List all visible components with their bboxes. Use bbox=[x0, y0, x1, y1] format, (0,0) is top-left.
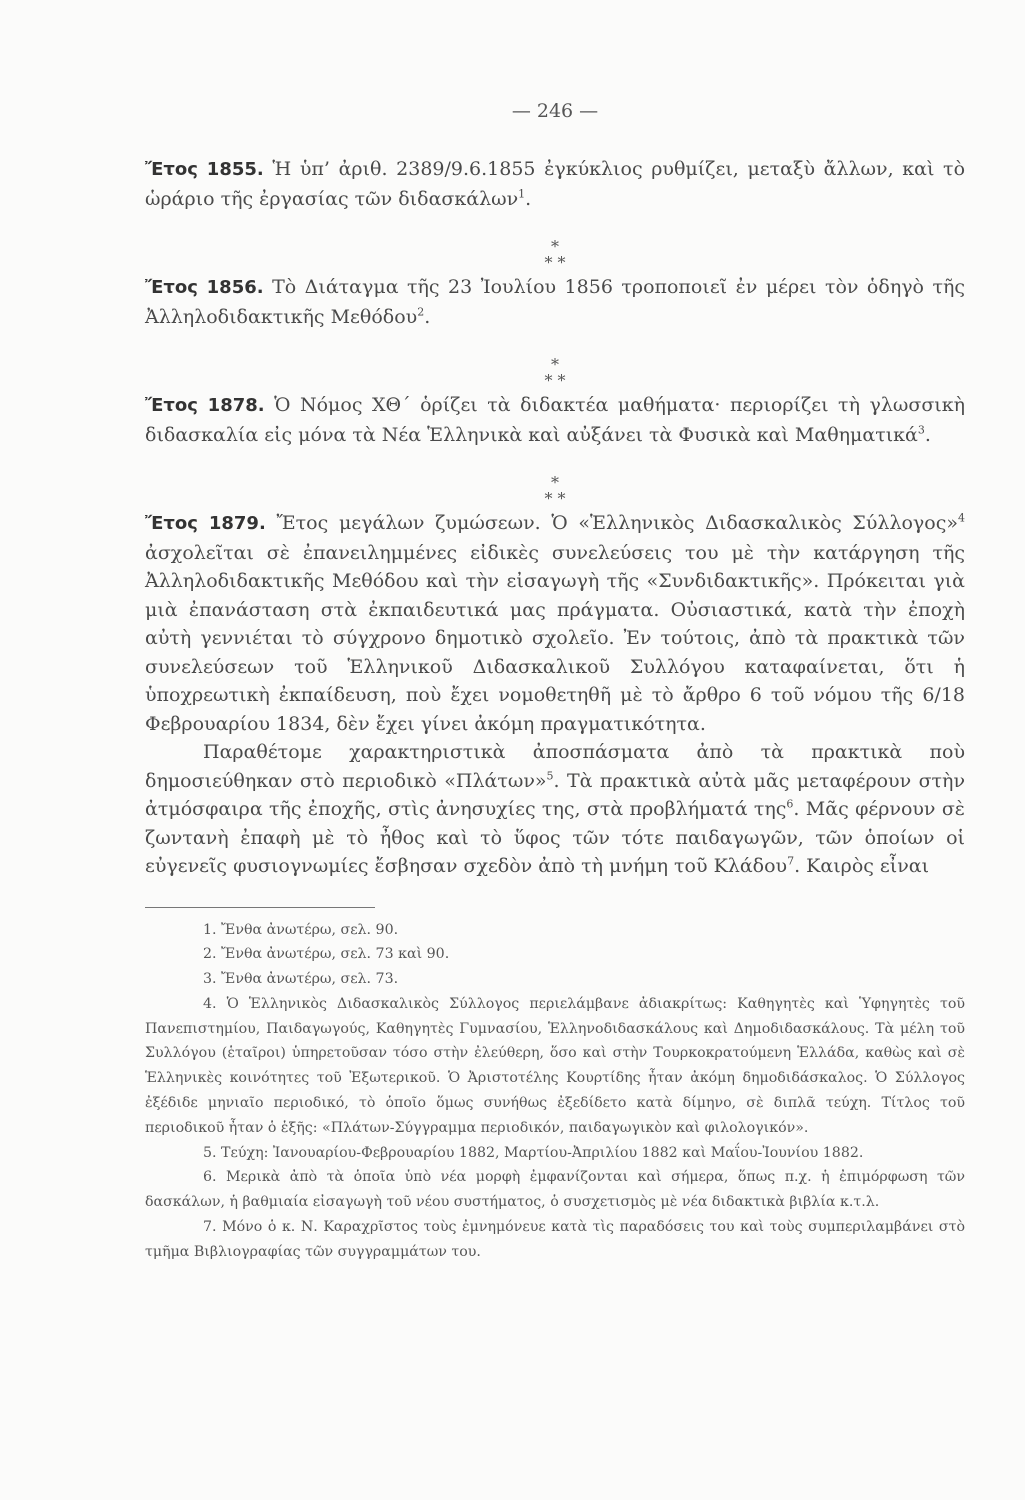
entry-year: Ἔτος 1856. bbox=[145, 277, 264, 298]
footnote-ref: 4 bbox=[958, 511, 965, 525]
entry-year: Ἔτος 1878. bbox=[145, 395, 265, 416]
page-number: — 246 — bbox=[511, 100, 599, 122]
footnote-6: 6. Μερικὰ ἀπὸ τὰ ὁποῖα ὑπὸ νέα μορφὴ ἐμφανίζονται καὶ σήμερα, ὅπως π.χ. ἡ ἐπιμόρφωση τῶν δασκάλων, ἡ βαθμιαία εἰσαγωγὴ τοῦ νέου συστήματος, ὁ συσχετισμὸς μὲ νέα διδακτικὰ βιβλία κ.τ.λ. bbox=[145, 1169, 965, 1211]
footnote-ref: 6 bbox=[786, 797, 794, 811]
entry-1878 bbox=[145, 391, 965, 449]
body-paragraph: Παραθέτομε χαρακτηριστικὰ ἀποσπάσματα ἀπὸ τὰ πρακτικὰ ποὺ δημοσιεύθηκαν στὸ περιοδικὸ «Πλάτων»$^5$. Τὰ πρακτικὰ αὐτὰ μᾶς μεταφέρουν στὴν ἀτμόσφαιρα τῆς ἐποχῆς, στὶς ἀνησυχίες της, στὰ προβλήματά της$^6$. Μᾶς φέρνουν σὲ ζωντανὴ ἐπαφὴ μὲ τὸ ἦθος καὶ τὸ ὕφος τῶν τότε παιδαγωγῶν, τῶν ὁποίων οἱ εὐγενεῖς φυσιογνωμίες ἔσβησαν σχεδὸν ἀπὸ τὴ μνήμη τοῦ Κλάδου$^7$. Καιρὸς εἶναι bbox=[145, 741, 965, 877]
footnote-2: 2. Ἔνθα ἀνωτέρω, σελ. 73 καὶ 90. bbox=[203, 946, 450, 963]
footnote-ref: 5 bbox=[546, 769, 554, 783]
footnote-ref: 2 bbox=[417, 305, 425, 319]
footnote-divider bbox=[145, 907, 375, 908]
footnote-ref: 7 bbox=[787, 854, 795, 868]
entry-text: Τὸ Διάταγμα τῆς 23 Ἰουλίου 1856 τροποποιεῖ ἐν μέρει τὸν ὁδηγὸ τῆς Ἀλληλοδιδακτικῆς Μεθόδου bbox=[145, 276, 966, 328]
entry-text-end: . bbox=[924, 423, 931, 446]
asterism-separator: * * * bbox=[544, 473, 566, 508]
entry-text: Ἡ ὑπ’ ἀριθ. 2389/9.6.1855 ἐγκύκλιος ρυθμίζει, μεταξὺ ἄλλων, καὶ τὸ ὡράριο τῆς ἐργασίας τῶν διδασκάλων bbox=[145, 158, 966, 210]
entry-text: Ὁ Νόμος ΧΘ΄ ὁρίζει τὰ διδακτέα μαθήματα· περιορίζει τὴ γλωσσικὴ διδασκαλία εἰς μόνα τὰ Νέα Ἑλληνικὰ καὶ αὐξάνει τὰ Φυσικὰ καὶ Μαθηματικά bbox=[145, 394, 966, 446]
footnote-7: 7. Μόνο ὁ κ. Ν. Καραχρῖστος τοὺς ἐμνημόνευε κατὰ τὶς παραδόσεις του καὶ τοὺς συμπεριλαμβάνει στὸ τμῆμα Βιβλιογραφίας τῶν συγγραμμάτων του. bbox=[145, 1219, 965, 1260]
entry-year: Ἔτος 1879. bbox=[145, 513, 266, 534]
page-body bbox=[145, 155, 965, 1265]
footnote-5: 5. Τεύχη: Ἰανουαρίου-Φεβρουαρίου 1882, Μαρτίου-Ἀπριλίου 1882 καὶ Μαΐου-Ἰουνίου 1882. bbox=[203, 1144, 864, 1161]
entry-text: Ἔτος μεγάλων ζυμώσεων. Ὁ «Ἑλληνικὸς Διδασκαλικὸς Σύλλογος» bbox=[265, 512, 958, 534]
entry-1879 bbox=[145, 509, 965, 881]
footnotes bbox=[145, 918, 965, 1265]
entry-1856 bbox=[145, 273, 965, 331]
footnote-1: 1. Ἔνθα ἀνωτέρω, σελ. 90. bbox=[203, 921, 399, 938]
entry-text-end: . bbox=[525, 187, 532, 210]
footnote-3: 3. Ἔνθα ἀνωτέρω, σελ. 73. bbox=[203, 971, 399, 988]
footnote-ref: 1 bbox=[518, 187, 526, 201]
footnote-ref: 3 bbox=[917, 423, 925, 437]
entry-text-end: . bbox=[424, 305, 431, 328]
asterism-separator: * * * bbox=[544, 355, 566, 390]
asterism-separator: * * * bbox=[544, 237, 566, 272]
entry-year: Ἔτος 1855. bbox=[145, 159, 264, 180]
footnote-4: 4. Ὁ Ἑλληνικὸς Διδασκαλικὸς Σύλλογος περιελάμβανε ἀδιακρίτως: Καθηγητὲς καὶ Ὑφηγητὲς τοῦ Πανεπιστημίου, Παιδαγωγούς, Καθηγητὲς Γυμνασίου, Ἑλληνοδιδασκάλους καὶ Δημοδιδασκάλους. Τὰ μέλη τοῦ Συλλόγου (ἑταῖροι) ὑπηρετοῦσαν τόσο στὴν ἐλεύθερη, ὅσο καὶ στὴν Τουρκοκρατούμενη Ἑλλάδα, καθὼς καὶ σὲ Ἑλληνικὲς κοινότητες τοῦ Ἐξωτερικοῦ. Ὁ Ἀριστοτέλης Κουρτίδης ἦταν ἀκόμη δημοδιδάσκαλος. Ὁ Σύλλογος ἐξέδιδε μηνιαῖο περιοδικό, τὸ ὁποῖο ὅμως συνήθως ἐξεδίδετο κατὰ δίμηνο, σὲ διπλᾶ τεύχη. Τίτλος τοῦ περιοδικοῦ ἦταν ὁ ἑξῆς: «Πλάτων-Σύγγραμμα περιοδικόν, παιδαγωγικὸν καὶ φιλολογικόν». bbox=[145, 995, 965, 1136]
entry-1855 bbox=[145, 155, 965, 213]
entry-text-end: ἀσχολεῖται σὲ ἐπανειλημμένες εἰδικὲς συνελεύσεις του μὲ τὴν κατάργηση τῆς Ἀλληλοδιδακτικῆς Μεθόδου καὶ τὴν εἰσαγωγὴ τῆς «Συνδιδακτικῆς». Πρόκειται γιὰ μιὰ ἐπανάσταση στὰ ἐκπαιδευτικά μας πράγματα. Οὐσιαστικά, κατὰ τὴν ἐποχὴ αὐτὴ γεννιέται τὸ σύγχρονο δημοτικὸ σχολεῖο. Ἐν τούτοις, ἀπὸ τὰ πρακτικὰ τῶν συνελεύσεων τοῦ Ἑλληνικοῦ Διδασκαλικοῦ Συλλόγου καταφαίνεται, ὅτι ἡ ὑποχρεωτικὴ ἐκπαίδευση, ποὺ ἔχει νομοθετηθῆ μὲ τὸ ἄρθρο 6 τοῦ νόμου τῆς 6/18 Φεβρουαρίου 1834, δὲν ἔχει γίνει ἀκόμη πραγματικότητα. bbox=[145, 541, 965, 735]
